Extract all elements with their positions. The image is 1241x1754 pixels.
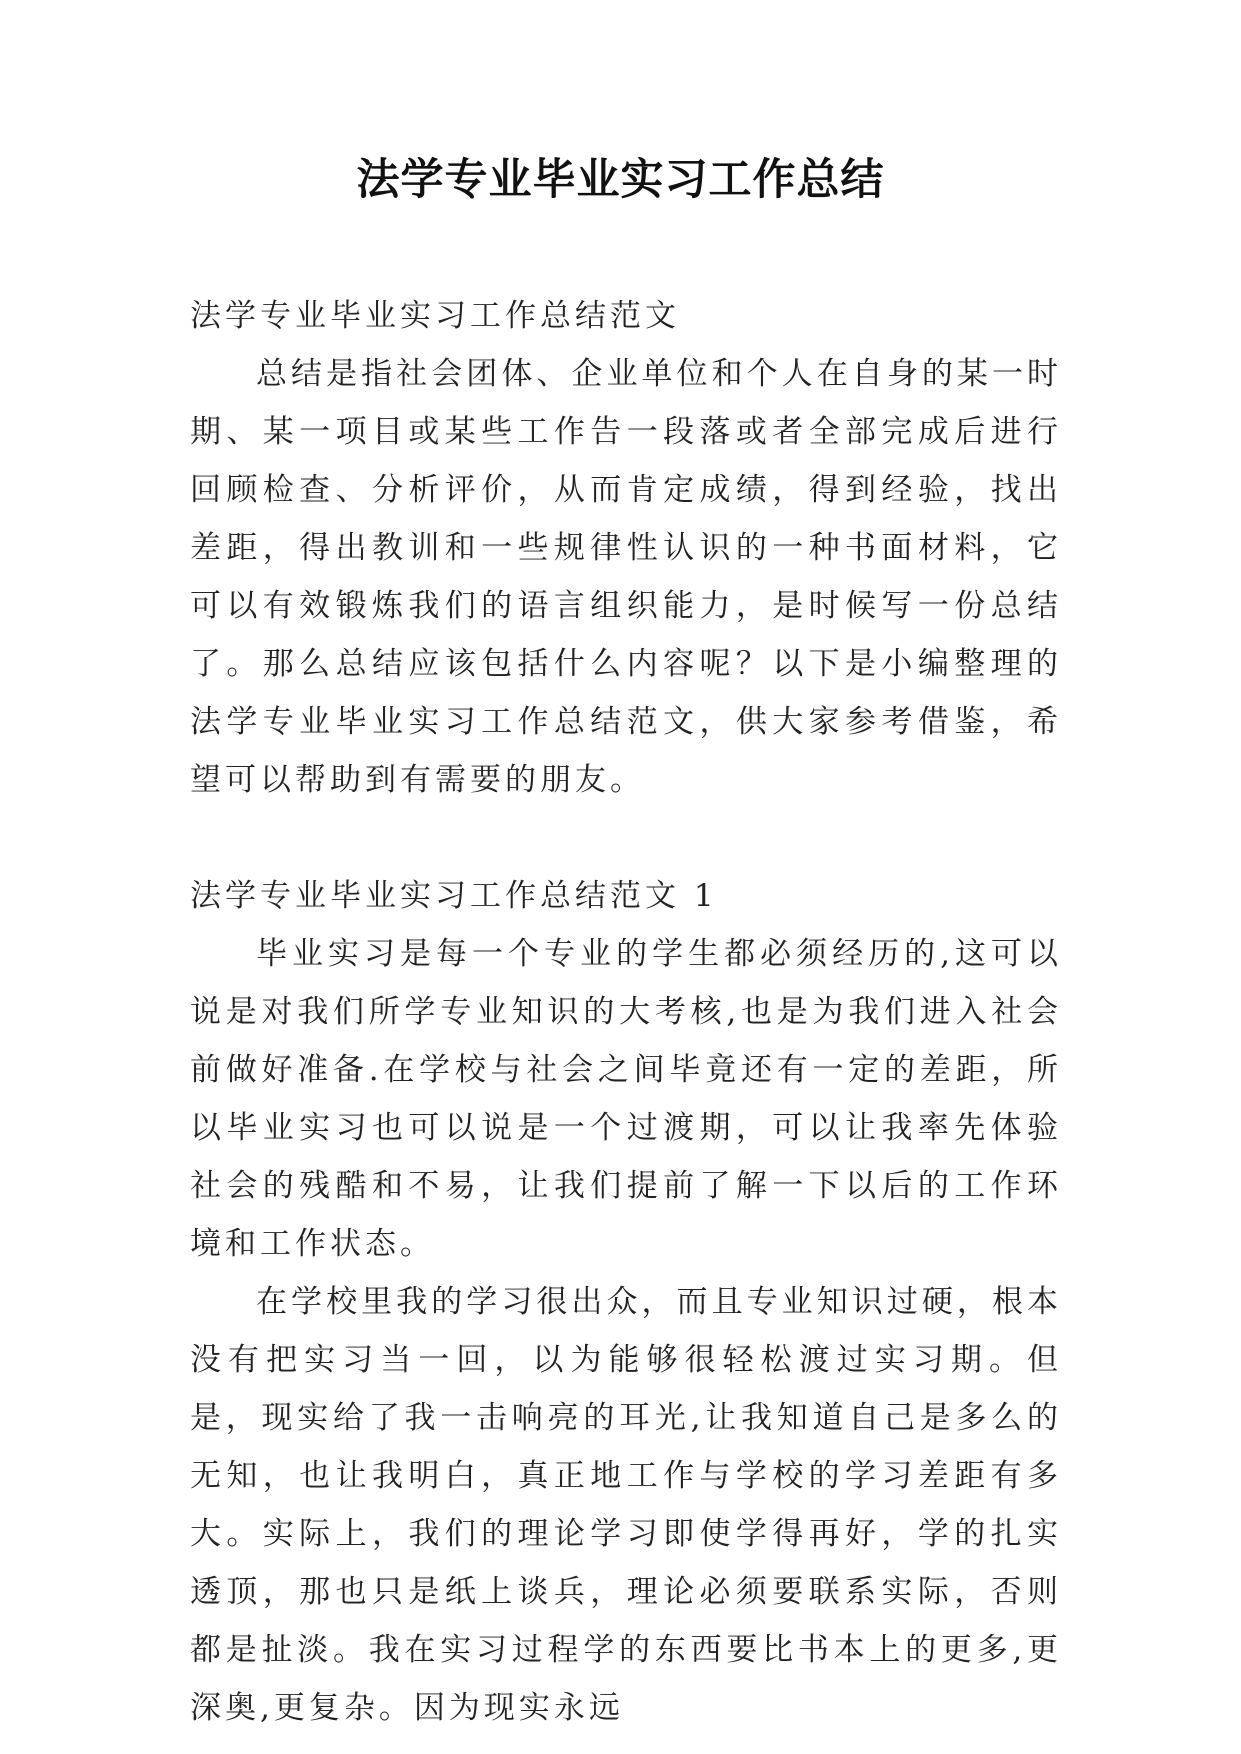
section-spacer [190,809,1062,867]
section1-heading: 法学专业毕业实习工作总结范文 1 [190,878,718,914]
document-title: 法学专业毕业实习工作总结 [356,155,885,205]
section1-paragraph-2: 在学校里我的学习很出众，而且专业知识过硬，根本没有把实习当一回，以为能够很轻松渡过实习期。但是，现实给了我一击响亮的耳光,让我知道自己是多么的无知，也让我明白，真正地工作与学校的学习差距有多大。实际上，我们的理论学习即使学得再好，学的扎实透顶，那也只是纸上谈兵，理论必须要联系实际，否则都是扯淡。我在实习过程学的东西要比书本上的更多,更深奥,更复杂。因为现实永远 [190,1284,1062,1726]
document-body [190,287,1062,1737]
intro-heading: 法学专业毕业实习工作总结范文 [190,298,680,334]
intro-paragraph: 总结是指社会团体、企业单位和个人在自身的某一时期、某一项目或某些工作告一段落或者全部完成后进行回顾检查、分析评价，从而肯定成绩，得到经验，找出差距，得出教训和一些规律性认识的一种书面材料，它可以有效锻炼我们的语言组织能力，是时候写一份总结了。那么总结应该包括什么内容呢？以下是小编整理的法学专业毕业实习工作总结范文，供大家参考借鉴，希望可以帮助到有需要的朋友。 [190,356,1062,798]
section1-paragraph-1: 毕业实习是每一个专业的学生都必须经历的,这可以说是对我们所学专业知识的大考核,也是为我们进入社会前做好准备.在学校与社会之间毕竟还有一定的差距，所以毕业实习也可以说是一个过渡期，可以让我率先体验社会的残酷和不易，让我们提前了解一下以后的工作环境和工作状态。 [190,936,1062,1262]
